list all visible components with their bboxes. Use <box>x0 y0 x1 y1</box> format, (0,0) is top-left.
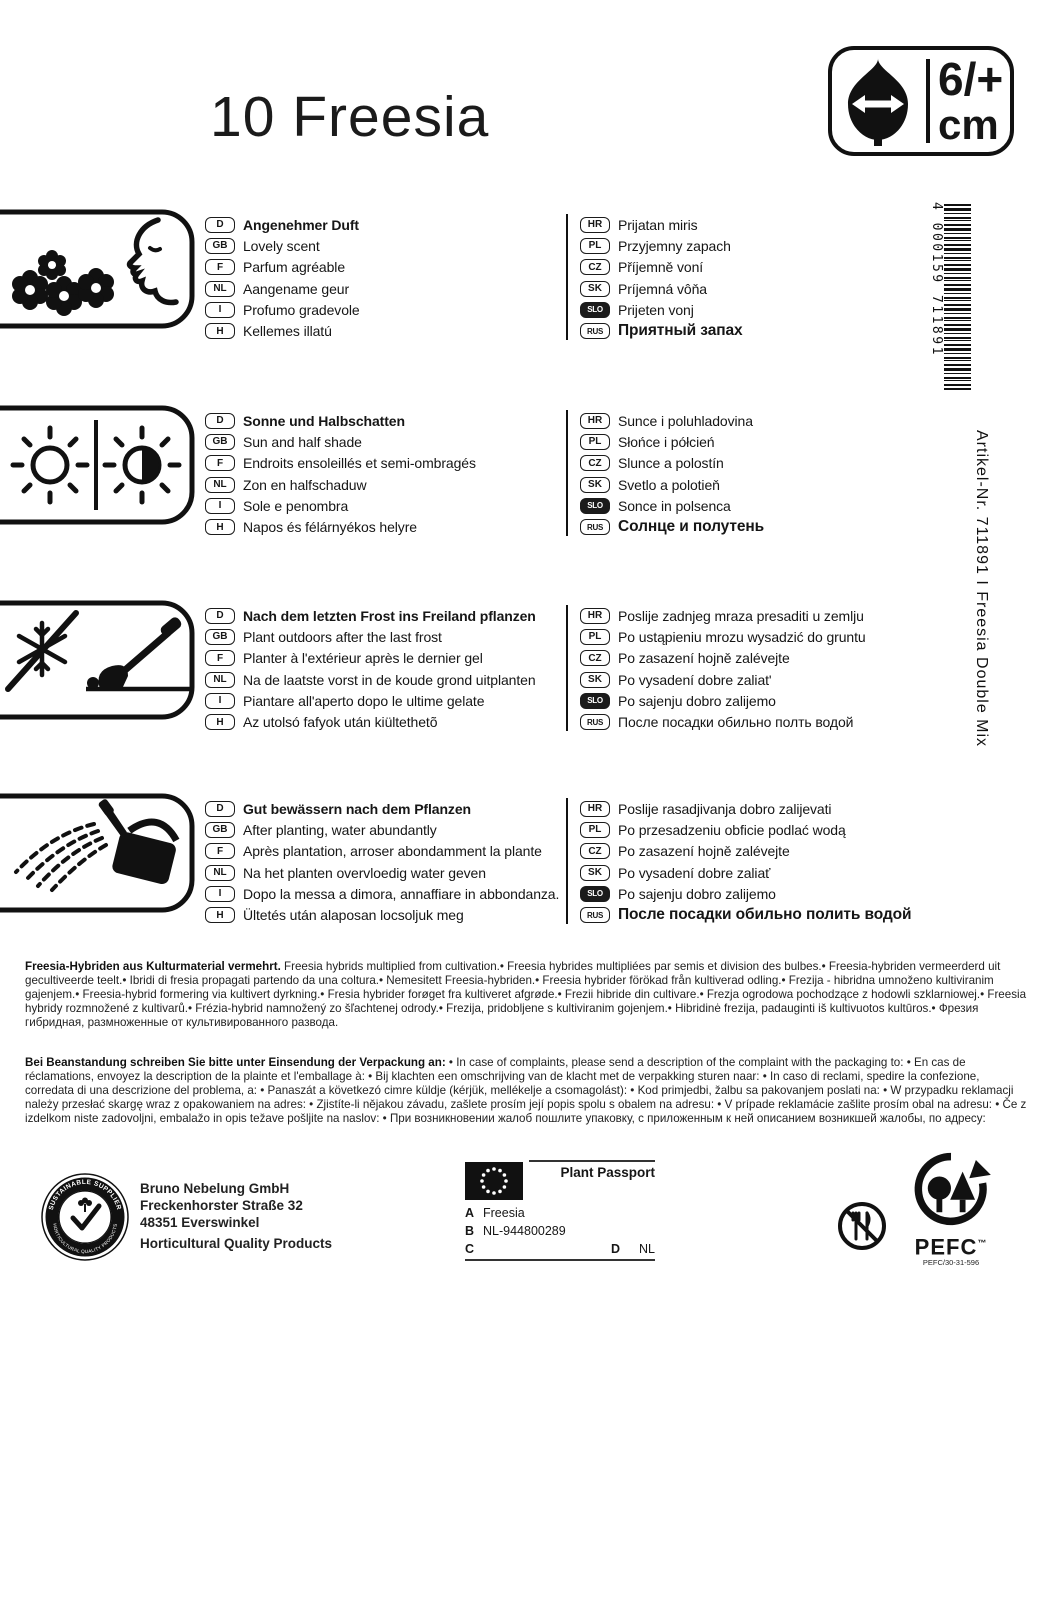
instruction-text: Kellemes illatú <box>243 323 332 340</box>
seal-top-text: SUSTAINABLE SUPPLIER <box>47 1178 123 1211</box>
language-code-badge: PL <box>580 434 610 450</box>
language-code-badge: NL <box>205 865 235 881</box>
language-row <box>205 626 560 647</box>
language-code-badge: NL <box>205 672 235 688</box>
language-row <box>580 711 980 732</box>
badge-divider <box>926 59 930 143</box>
instruction-text: Zon en halfschaduw <box>243 476 367 493</box>
bulb-size-unit: cm <box>938 101 999 148</box>
language-code-badge: HR <box>580 217 610 233</box>
instruction-text: Profumo gradevole <box>243 301 360 318</box>
language-row <box>205 798 560 819</box>
language-row <box>580 214 980 235</box>
company-street: Freckenhorster Straße 32 <box>140 1198 303 1213</box>
language-row <box>205 862 560 883</box>
language-code-badge: I <box>205 498 235 514</box>
passport-row-a <box>465 1206 655 1220</box>
language-row <box>205 214 560 235</box>
language-code-badge: NL <box>205 477 235 493</box>
language-row <box>580 516 980 537</box>
language-row <box>580 883 980 904</box>
passport-key-a: A <box>465 1206 475 1220</box>
instruction-text: Sole e penombra <box>243 497 349 514</box>
instruction-text: После посадки обильно полть водой <box>618 714 854 731</box>
language-column-left <box>205 798 560 926</box>
language-code-badge: CZ <box>580 455 610 471</box>
passport-key-c: C <box>465 1242 475 1256</box>
instruction-text: Солнце и полутень <box>618 518 765 536</box>
complaints-text: • In case of complaints, please send a description of the complaint with the packaging to: • En cas de réclamations, envoyez la description de la plainte et l'emballage à: • Bij klachten een omschrijving van de klacht met de verpakking sturen naar: • In caso di reclami, spedire la confezione, corredata di una descrizione del problema, a: • Panaszát a következó cimre küldje (kérjük, mellékelje a csomagolást): • Kod primjedbi, žalbu sa pakovanjem poslati na: • W przypadku reklamacji należy przesłać skargę wraz z opakowaniem na adres: • Zjistíte-li nějakou závadu, zašlete prosím její popis spolu s obalem na adresu: • V prípade reklamácie zašlite prosím obal na adresu: • Če z izdelkom niste zadovoljni, embalažo in opis težave pošljite na naslov: • При возникновении жалоб пошлите упаковку, с приложенным к ней описанием возникшей жалобы, по адресу: <box>25 1056 1027 1125</box>
passport-row-b <box>465 1224 655 1238</box>
language-code-badge: GB <box>205 238 235 254</box>
passport-key-b: B <box>465 1224 475 1238</box>
instruction-text: Planter à l'extérieur après le dernier gel <box>243 650 483 667</box>
instruction-text: Prijeten vonj <box>618 301 694 318</box>
language-row <box>580 841 980 862</box>
passport-title-rule <box>529 1160 655 1162</box>
language-column-right <box>580 410 980 538</box>
info-block-frost <box>0 599 1045 735</box>
language-code-badge: SLO <box>580 302 610 318</box>
language-code-badge: RUS <box>580 323 610 339</box>
language-column-left <box>205 410 560 538</box>
instruction-text: Po sajenju dobro zalijemo <box>618 885 776 902</box>
company-tagline: Horticultural Quality Products <box>140 1236 333 1251</box>
column-divider <box>566 605 568 731</box>
info-block-watering <box>0 792 1045 928</box>
language-row <box>580 819 980 840</box>
pefc-certification <box>893 1150 1009 1267</box>
language-code-badge: SLO <box>580 886 610 902</box>
language-row <box>580 278 980 299</box>
language-code-badge: SK <box>580 672 610 688</box>
language-code-badge: SLO <box>580 498 610 514</box>
instruction-text: Po przesadzeniu obficie podlać wodą <box>618 821 846 838</box>
language-row <box>205 819 560 840</box>
instruction-text: Ültetés után alaposan locsoljuk meg <box>243 907 464 924</box>
language-row <box>205 516 560 537</box>
language-row <box>580 299 980 320</box>
language-row <box>205 299 560 320</box>
seal-bottom-text: HORTICULTURAL QUALITY PRODUCTS <box>52 1223 118 1255</box>
instruction-text: Príjemná vôňa <box>618 280 707 297</box>
column-divider <box>566 410 568 536</box>
language-row <box>205 841 560 862</box>
instruction-text: Na het planten overvloedig water geven <box>243 864 486 881</box>
instruction-text: Příjemně voní <box>618 259 704 276</box>
instruction-text: Nach dem letzten Frost ins Freiland pflanzen <box>243 607 536 624</box>
language-code-badge: I <box>205 693 235 709</box>
language-row <box>580 495 980 516</box>
language-row <box>205 431 560 452</box>
language-row <box>580 453 980 474</box>
instruction-text: Endroits ensoleillés et semi-ombragés <box>243 455 476 472</box>
instruction-text: Gut bewässern nach dem Pflanzen <box>243 800 471 817</box>
eu-flag-icon <box>465 1162 523 1200</box>
language-code-badge: I <box>205 302 235 318</box>
language-code-badge: HR <box>580 413 610 429</box>
language-row <box>205 495 560 516</box>
pefc-code: PEFC/30-31-596 <box>922 1258 980 1268</box>
language-code-badge: CZ <box>580 259 610 275</box>
language-row <box>580 410 980 431</box>
bulb-size-value: 6/+ <box>938 53 1004 105</box>
language-row <box>580 605 980 626</box>
language-code-badge: D <box>205 801 235 817</box>
info-block-sun <box>0 404 1045 540</box>
instruction-text: Po ustąpieniu mrozu wysadzić do gruntu <box>618 628 866 645</box>
instruction-text: После посадки обильно полить водой <box>618 906 912 924</box>
page-title: 10 Freesia <box>210 85 490 149</box>
language-row <box>580 648 980 669</box>
instruction-text: Приятный запах <box>618 322 743 340</box>
language-row <box>205 904 560 925</box>
language-code-badge: SK <box>580 865 610 881</box>
instruction-text: Poslije zadnjeg mraza presaditi u zemlju <box>618 607 864 624</box>
pefc-logo-icon <box>909 1150 993 1228</box>
language-row <box>205 669 560 690</box>
language-row <box>580 798 980 819</box>
language-code-badge: RUS <box>580 907 610 923</box>
passport-key-d: D <box>611 1242 621 1256</box>
language-column-right <box>580 798 980 926</box>
propagation-text: Freesia hybrids multiplied from cultivation.• Freesia hybrides multipliées par semis et division des bulbes.• Freesia-hybriden vermeerderd uit gecultiveerde teelt.• Ibridi di fresia propagati partendo da una coltura.• Nemesitett Freesia-hybriden.• Freesia hybrider förökad från kultiverad odling.• Frezija - hibridna umnoženo kultiviranim gajenjem.• Freesia-hybrid formering via kultivert dyrkning.• Fresia hybrider forøget fra kultiveret afgrøde.• Frezii hibride din cultivare.• Frezja ogrodowa pochodzące z hodowli szklarniowej.• Freesia hybridy rozmnožené z kultivarů.• Frézia-hybrid namnožený zo šľachtenej odrody.• Frezija, pridobljene s kultiviranim gojenjem.• Hibridinė frezija, padauginti iš kultivuotos kultūros.• Фрезия гибридная, размноженные от культивированного развода. <box>25 960 1027 1029</box>
instruction-text: Przyjemny zapach <box>618 237 731 254</box>
instruction-text: Angenehmer Duft <box>243 216 359 233</box>
language-code-badge: PL <box>580 238 610 254</box>
pefc-name: PEFC™ <box>914 1234 988 1260</box>
language-column-left <box>205 605 560 733</box>
instruction-text: Aangename geur <box>243 280 350 297</box>
language-code-badge: PL <box>580 629 610 645</box>
instruction-text: Po zasazení hojně zalévejte <box>618 843 790 860</box>
column-divider <box>566 214 568 340</box>
plant-passport-title: Plant Passport <box>560 1165 655 1180</box>
language-row <box>205 453 560 474</box>
language-code-badge: SK <box>580 477 610 493</box>
instruction-text: Po sajenju dobro zalijemo <box>618 692 776 709</box>
instruction-text: Prijatan miris <box>618 216 698 233</box>
bulb-size-badge <box>828 46 1014 156</box>
instruction-text: Sun and half shade <box>243 433 362 450</box>
language-code-badge: H <box>205 714 235 730</box>
language-column-right <box>580 605 980 733</box>
instruction-text: Piantare all'aperto dopo le ultime gelate <box>243 692 485 709</box>
watering-icon <box>0 792 200 914</box>
language-row <box>205 410 560 431</box>
language-row <box>205 690 560 711</box>
frost-planting-icon <box>0 599 200 721</box>
language-code-badge: H <box>205 519 235 535</box>
instruction-text: Az utolsó fafyok után kiültethetõ <box>243 714 438 731</box>
passport-value-b: NL-944800289 <box>483 1224 566 1238</box>
pefc-tm: ™ <box>977 1238 988 1248</box>
language-row <box>205 648 560 669</box>
instruction-text: Plant outdoors after the last frost <box>243 628 442 645</box>
instruction-text: Po vysadení dobre zaliať <box>618 864 771 881</box>
instruction-text: Napos és félárnyékos helyre <box>243 519 417 536</box>
language-row <box>580 669 980 690</box>
language-code-badge: I <box>205 886 235 902</box>
language-code-badge: D <box>205 608 235 624</box>
language-code-badge: H <box>205 323 235 339</box>
company-name: Bruno Nebelung GmbH <box>140 1181 290 1196</box>
language-row <box>205 605 560 626</box>
scent-icon <box>0 208 200 330</box>
language-row <box>580 235 980 256</box>
article-number-side-text: Artikel-Nr. 711891 I Freesia Double Mix <box>973 430 990 748</box>
language-column-right <box>580 214 980 342</box>
language-code-badge: SK <box>580 281 610 297</box>
language-code-badge: HR <box>580 608 610 624</box>
language-row <box>580 257 980 278</box>
language-row <box>205 235 560 256</box>
company-address <box>140 1180 303 1231</box>
language-code-badge: H <box>205 907 235 923</box>
instruction-text: Poslije rasadjivanja dobro zalijevati <box>618 800 832 817</box>
instruction-text: Sonce in polsenca <box>618 497 731 514</box>
instruction-text: Dopo la messa a dimora, annaffiare in abbondanza. <box>243 885 560 902</box>
language-code-badge: RUS <box>580 519 610 535</box>
language-row <box>205 320 560 341</box>
sustainable-supplier-seal <box>40 1172 130 1262</box>
language-code-badge: F <box>205 843 235 859</box>
instruction-text: Sonne und Halbschatten <box>243 412 405 429</box>
language-row <box>580 320 980 341</box>
info-block-scent <box>0 208 1045 344</box>
language-row <box>580 690 980 711</box>
complaints-lead: Bei Beanstandung schreiben Sie bitte unter Einsendung der Verpackung an: <box>25 1056 446 1069</box>
language-code-badge: CZ <box>580 843 610 859</box>
passport-row-c <box>465 1242 655 1261</box>
language-row <box>205 278 560 299</box>
language-code-badge: GB <box>205 434 235 450</box>
instruction-text: After planting, water abundantly <box>243 821 437 838</box>
language-code-badge: PL <box>580 822 610 838</box>
instruction-text: Słońce i półcień <box>618 433 715 450</box>
language-code-badge: D <box>205 413 235 429</box>
language-column-left <box>205 214 560 342</box>
bulb-icon <box>832 52 924 150</box>
instruction-text: Sunce i poluhladovina <box>618 412 753 429</box>
sun-half-shade-icon <box>0 404 200 526</box>
language-code-badge: GB <box>205 822 235 838</box>
column-divider <box>566 798 568 924</box>
instruction-text: Po vysadení dobre zaliat' <box>618 671 772 688</box>
instruction-text: Po zasazení hojně zalévejte <box>618 650 790 667</box>
language-code-badge: RUS <box>580 714 610 730</box>
language-code-badge: NL <box>205 281 235 297</box>
language-row <box>205 711 560 732</box>
language-row <box>205 474 560 495</box>
instruction-text: Après plantation, arroser abondamment la plante <box>243 843 542 860</box>
company-city: 48351 Everswinkel <box>140 1215 260 1230</box>
language-row <box>205 883 560 904</box>
language-code-badge: F <box>205 455 235 471</box>
language-code-badge: F <box>205 259 235 275</box>
language-row <box>580 431 980 452</box>
passport-value-d: NL <box>639 1242 655 1256</box>
propagation-paragraph <box>25 960 1028 1030</box>
barcode-digits: 4 000159 711891 <box>929 202 944 357</box>
language-code-badge: GB <box>205 629 235 645</box>
language-row <box>580 626 980 647</box>
instruction-text: Svetlo a polotieň <box>618 476 720 493</box>
language-row <box>205 257 560 278</box>
complaints-paragraph <box>25 1056 1028 1126</box>
language-row <box>580 904 980 925</box>
instruction-text: Slunce a polostín <box>618 455 724 472</box>
instruction-text: Parfum agréable <box>243 259 346 276</box>
language-code-badge: HR <box>580 801 610 817</box>
instruction-text: Na de laatste vorst in de koude grond uitplanten <box>243 671 536 688</box>
instruction-text: Lovely scent <box>243 237 320 254</box>
language-code-badge: F <box>205 650 235 666</box>
language-row <box>580 862 980 883</box>
language-code-badge: CZ <box>580 650 610 666</box>
propagation-lead: Freesia-Hybriden aus Kulturmaterial vermehrt. <box>25 960 281 973</box>
language-code-badge: D <box>205 217 235 233</box>
not-for-consumption-icon <box>836 1200 888 1252</box>
language-code-badge: SLO <box>580 693 610 709</box>
passport-value-a: Freesia <box>483 1206 525 1220</box>
language-row <box>580 474 980 495</box>
